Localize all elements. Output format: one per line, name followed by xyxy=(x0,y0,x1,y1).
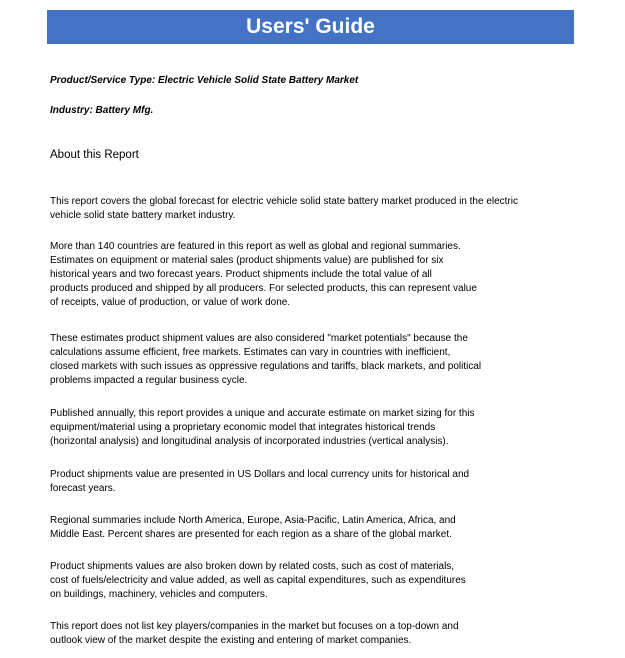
paragraph-currency xyxy=(50,468,469,496)
text-line: outlook view of the market despite the existing and entering of market companies. xyxy=(50,635,412,646)
text-line: This report does not list key players/companies in the market but focuses on a top-down and xyxy=(50,621,459,632)
text-line: on buildings, machinery, vehicles and computers. xyxy=(50,589,268,600)
text-line: cost of fuels/electricity and value added, as well as capital expenditures, such as expenditures xyxy=(50,575,466,586)
text-line: This report covers the global forecast for electric vehicle solid state battery market produced in the electric xyxy=(50,196,518,207)
text-line: problems impacted a regular business cycle. xyxy=(50,375,248,386)
paragraph-coverage xyxy=(50,240,477,310)
paragraph-outlook xyxy=(50,620,459,648)
text-line: Middle East. Percent shares are presented for each region as a share of the global market. xyxy=(50,529,452,540)
text-line: These estimates product shipment values are also considered "market potentials" because the xyxy=(50,333,468,344)
text-line: forecast years. xyxy=(50,483,116,494)
text-line: historical years and two forecast years. Product shipments include the total value of all xyxy=(50,269,432,280)
page-title: Users' Guide xyxy=(47,10,574,44)
paragraph-cost-breakdown xyxy=(50,560,466,602)
text-line: Regional summaries include North America, Europe, Asia-Pacific, Latin America, Africa, and xyxy=(50,515,456,526)
paragraph-market-potentials xyxy=(50,332,481,388)
text-line: closed markets with such issues as oppressive regulations and tariffs, black markets, and political xyxy=(50,361,482,372)
text-line: More than 140 countries are featured in this report as well as global and regional summaries. xyxy=(50,241,461,252)
section-heading: About this Report xyxy=(50,149,139,161)
text-line: calculations assume efficient, free markets. Estimates can vary in countries with inefficient, xyxy=(50,347,451,358)
text-line: Product shipments value are presented in US Dollars and local currency units for historical and xyxy=(50,469,470,480)
paragraph-scope xyxy=(50,195,518,223)
text-line: Estimates on equipment or material sales (product shipments value) are published for six xyxy=(50,255,444,266)
text-line: (horizontal analysis) and longitudinal analysis of incorporated industries (vertical analysis). xyxy=(50,436,449,447)
industry: Industry: Battery Mfg. xyxy=(50,105,154,116)
text-line: products produced and shipped by all producers. For selected products, this can represent value xyxy=(50,283,477,294)
paragraph-methodology xyxy=(50,407,475,449)
paragraph-regions xyxy=(50,514,456,542)
text-line: Product shipments values are also broken down by related costs, such as cost of materials, xyxy=(50,561,455,572)
text-line: equipment/material using a proprietary economic model that integrates historical trends xyxy=(50,422,436,433)
text-line: Published annually, this report provides a unique and accurate estimate on market sizing for this xyxy=(50,408,475,419)
product-type: Product/Service Type: Electric Vehicle Solid State Battery Market xyxy=(50,75,359,86)
text-line: vehicle solid state battery market industry. xyxy=(50,210,236,221)
text-line: of receipts, value of production, or value of work done. xyxy=(50,297,291,308)
